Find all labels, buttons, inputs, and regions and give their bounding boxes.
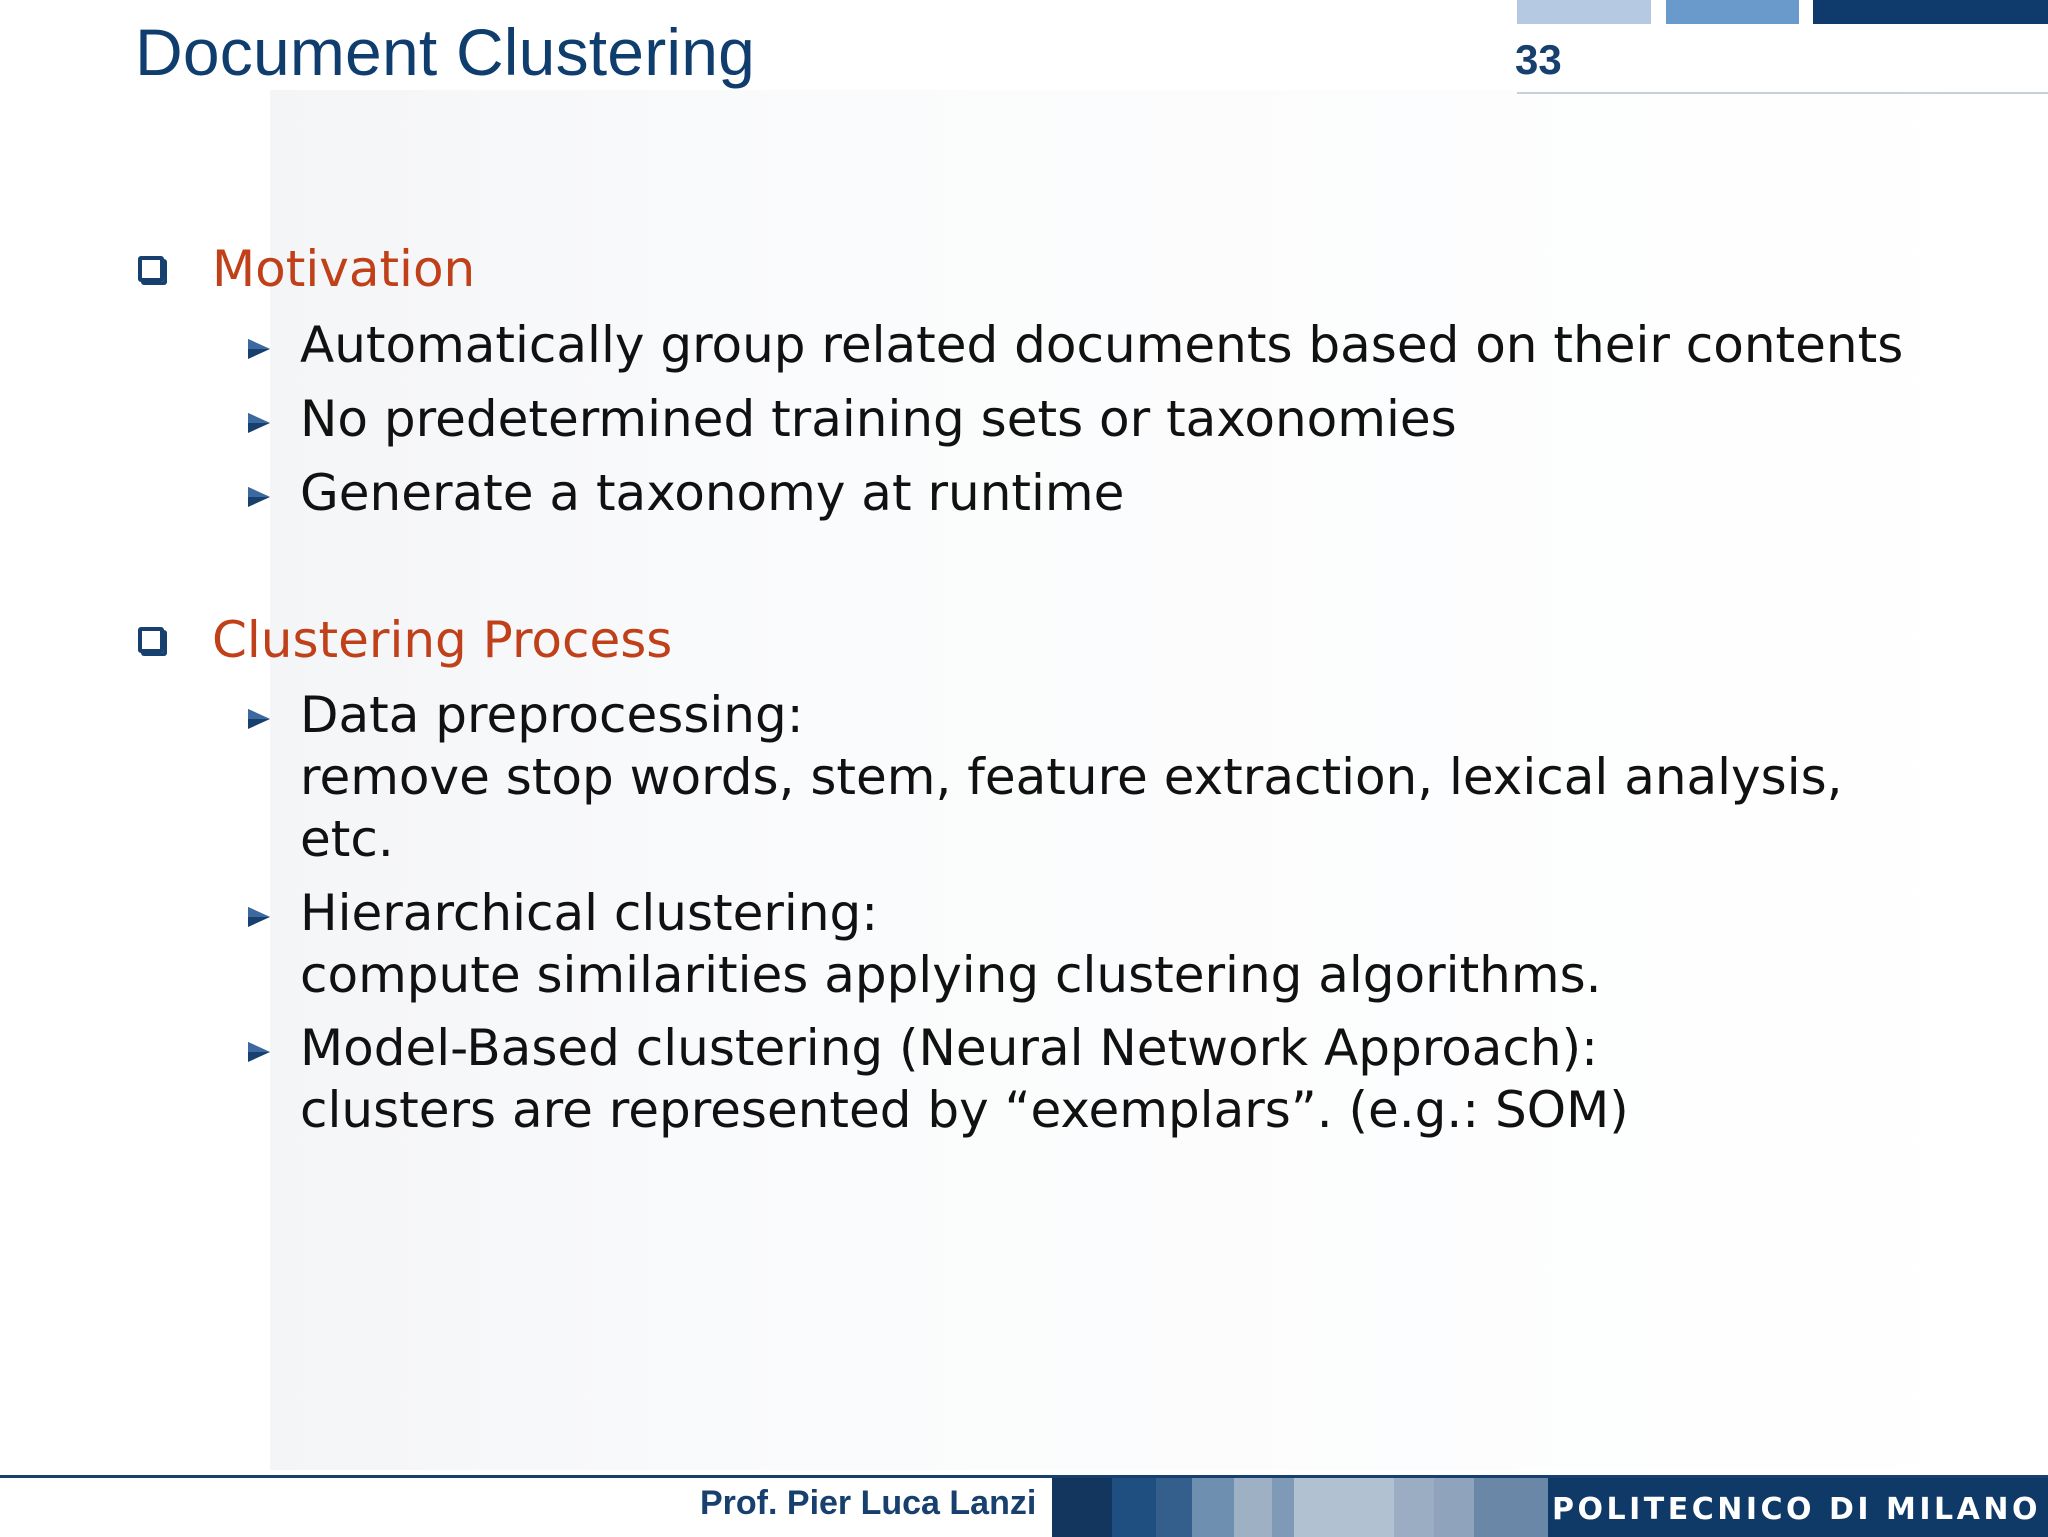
checkbox-icon xyxy=(138,627,164,653)
section-label: Motivation xyxy=(212,240,476,298)
page-number: 33 xyxy=(1515,36,1562,83)
bullet-item xyxy=(246,388,1457,450)
bullet-line: Data preprocessing: xyxy=(300,686,804,744)
bullet-item xyxy=(246,314,1903,376)
bullet-line: remove stop words, stem, feature extraction, lexical analysis, xyxy=(300,748,1843,806)
bullet-line: Automatically group related documents based on their contents xyxy=(300,316,1904,374)
section-heading-clustering-process xyxy=(138,611,672,669)
section-label: Clustering Process xyxy=(212,611,673,669)
header-color-blocks xyxy=(1517,0,2048,24)
bullet-line: Generate a taxonomy at runtime xyxy=(300,464,1125,522)
checkbox-icon xyxy=(138,256,164,282)
bullet-line: No predetermined training sets or taxonomies xyxy=(300,390,1457,448)
triangle-arrow-icon xyxy=(246,484,272,510)
header-rule xyxy=(1517,92,2048,94)
institution-logo-text: POLITECNICO DI MILANO xyxy=(1552,1492,2041,1527)
triangle-arrow-icon xyxy=(246,410,272,436)
bullet-item xyxy=(246,1017,1629,1141)
bullet-item xyxy=(246,882,1602,1006)
bullet-line: clusters are represented by “exemplars”. (e.g.: SOM) xyxy=(300,1081,1629,1139)
section-heading-motivation xyxy=(138,240,475,298)
triangle-arrow-icon xyxy=(246,1039,272,1065)
bullet-line: Model-Based clustering (Neural Network Approach): xyxy=(300,1019,1598,1077)
bullet-line: etc. xyxy=(300,810,394,868)
footer-author: Prof. Pier Luca Lanzi xyxy=(700,1484,1037,1522)
triangle-arrow-icon xyxy=(246,904,272,930)
slide-title: Document Clustering xyxy=(135,15,756,89)
bullet-line: compute similarities applying clustering algorithms. xyxy=(300,946,1602,1004)
bullet-item xyxy=(246,462,1124,524)
triangle-arrow-icon xyxy=(246,706,272,732)
triangle-arrow-icon xyxy=(246,336,272,362)
bullet-line: Hierarchical clustering: xyxy=(300,884,879,942)
bullet-item xyxy=(246,684,1843,870)
